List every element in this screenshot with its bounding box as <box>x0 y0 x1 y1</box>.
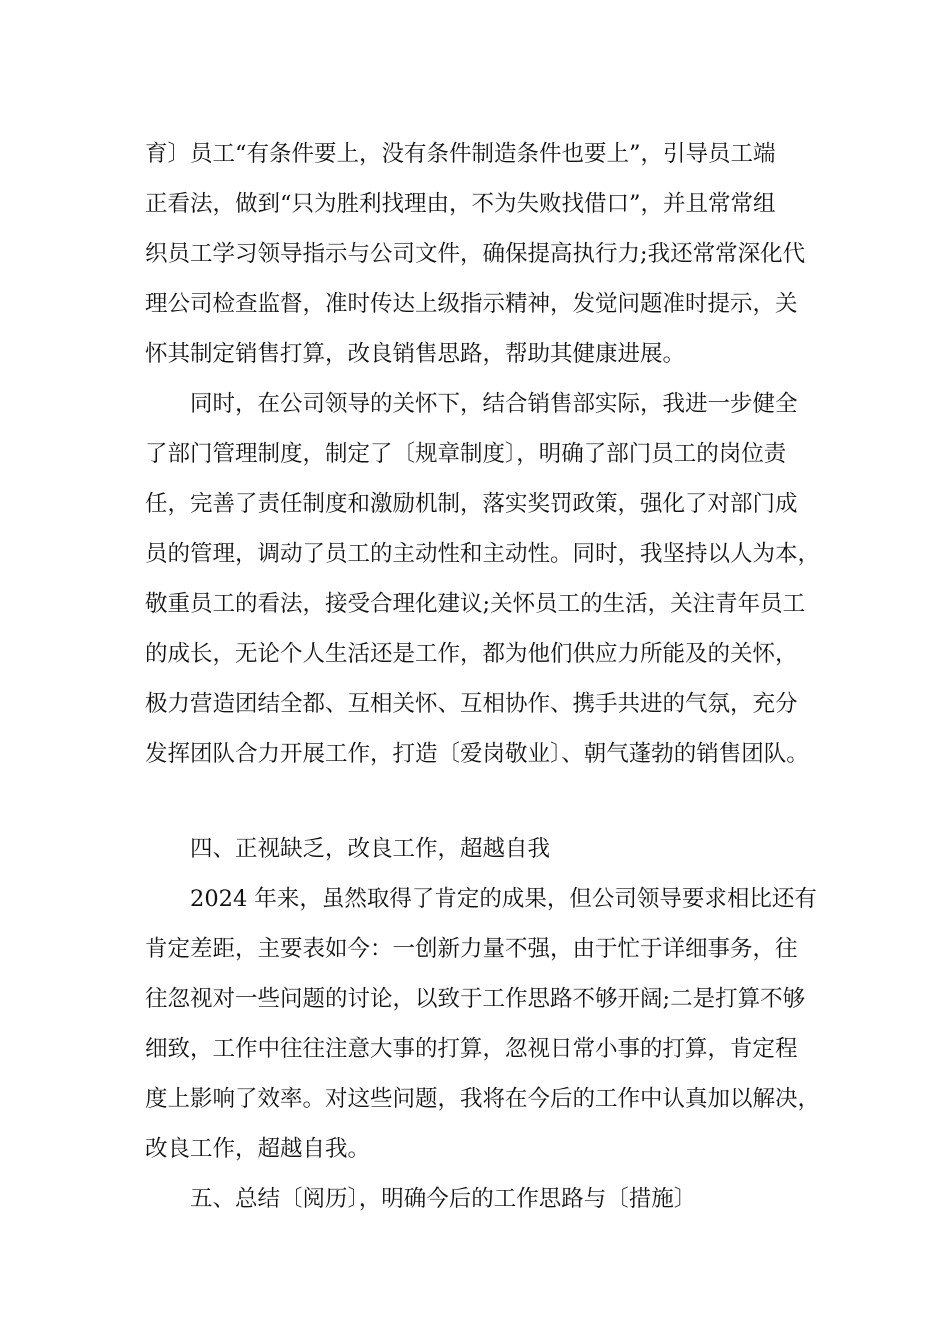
paragraph-2-line-2: 了部门管理制度，制定了〔规章制度〕，明确了部门员工的岗位责 <box>145 441 787 467</box>
section-heading-4: 四、正视缺乏，改良工作，超越自我 <box>190 836 551 862</box>
paragraph-2-line-5: 敬重员工的看法，接受合理化建议;关怀员工的生活，关注青年员工 <box>145 591 806 617</box>
paragraph-2-line-8: 发挥团队合力开展工作，打造〔爱岗敬业〕、朝气蓬勃的销售团队。 <box>145 741 809 767</box>
paragraph-1-line-3: 织员工学习领导指示与公司文件，确保提高执行力;我还常常深化代 <box>145 241 806 267</box>
paragraph-2-line-7: 极力营造团结全都、互相关怀、互相协作、携手共进的气氛，充分 <box>145 691 798 717</box>
paragraph-2-line-4: 员的管理，调动了员工的主动性和主动性。同时，我坚持以人为本， <box>145 541 821 567</box>
paragraph-3-line-1: 2024 年来，虽然取得了肯定的成果，但公司领导要求相比还有 <box>190 886 817 912</box>
section-heading-5: 五、总结〔阅历〕，明确今后的工作思路与〔措施〕 <box>190 1186 697 1212</box>
paragraph-3-line-5: 度上影响了效率。对这些问题，我将在今后的工作中认真加以解决， <box>145 1086 821 1112</box>
paragraph-1-line-2: 正看法，做到“只为胜利找理由，不为失败找借口”，并且常常组 <box>145 191 776 217</box>
paragraph-1-line-4: 理公司检查监督，准时传达上级指示精神，发觉问题准时提示，关 <box>145 291 798 317</box>
paragraph-1-line-1: 育〕员工“有条件要上，没有条件制造条件也要上”，引导员工端 <box>145 141 776 167</box>
paragraph-3-line-6: 改良工作，超越自我。 <box>145 1136 371 1162</box>
paragraph-3-line-4: 细致，工作中往往注意大事的打算，忽视日常小事的打算，肯定程 <box>145 1036 798 1062</box>
paragraph-3-line-2: 肯定差距，主要表如今：一创新力量不强，由于忙于详细事务，往 <box>145 936 798 962</box>
paragraph-2-line-3: 任，完善了责任制度和激励机制，落实奖罚政策，强化了对部门成 <box>145 491 798 517</box>
paragraph-2-line-1: 同时，在公司领导的关怀下，结合销售部实际，我进一步健全 <box>190 391 798 417</box>
paragraph-3-line-3: 往忽视对一些问题的讨论，以致于工作思路不够开阔;二是打算不够 <box>145 986 806 1012</box>
paragraph-2-line-6: 的成长，无论个人生活还是工作，都为他们供应力所能及的关怀， <box>145 641 798 667</box>
paragraph-1-line-5: 怀其制定销售打算，改良销售思路，帮助其健康进展。 <box>145 341 686 367</box>
